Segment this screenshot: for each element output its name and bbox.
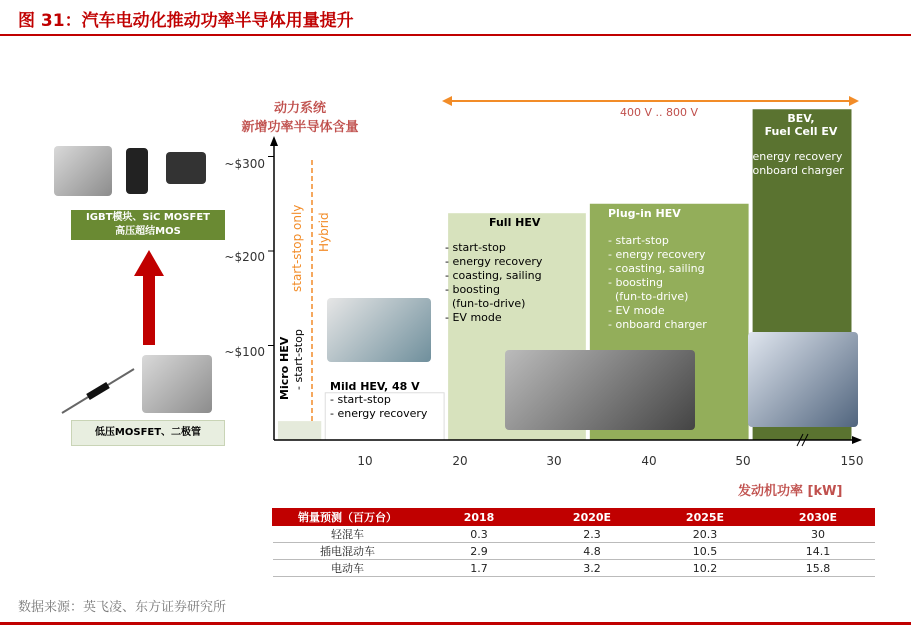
high-label-line2: 高压超结MOS (115, 226, 181, 237)
bev-title-line2: Fuel Cell EV (764, 125, 838, 138)
ylabel-line1: 动力系统 (273, 101, 326, 116)
mild-hev-bullet-1: - start-stop (330, 393, 391, 406)
table-header-cell: 2018 (423, 509, 536, 526)
full-hev-bullet-3: - coasting, sailing (445, 269, 542, 282)
xtick-label-30: 30 (546, 454, 562, 468)
table-cell: 4.8 (536, 543, 649, 560)
table-row (273, 526, 875, 543)
table-row (273, 543, 875, 560)
plugin-hev-bullet-1: - start-stop (608, 234, 669, 247)
table-cell: 30 (762, 526, 875, 543)
bev-car-image (748, 332, 858, 427)
full-hev-text (445, 216, 585, 325)
table-cell: 电动车 (273, 560, 423, 577)
plugin-hev-title: Plug-in HEV (608, 207, 681, 220)
voltage-range-arrow (442, 96, 859, 106)
table-cell: 10.2 (649, 560, 762, 577)
high-label-line1: IGBT模块、SiC MOSFET (86, 212, 210, 223)
table-header-cell: 2020E (536, 509, 649, 526)
micro-hev-sub-label: - start-stop (292, 329, 305, 390)
xtick-label-150: 150 (840, 454, 864, 468)
voltage-range-label: 400 V .. 800 V (620, 106, 699, 119)
micro-hev-label: Micro HEV (278, 336, 291, 400)
table-cell: 0.3 (423, 526, 536, 543)
table-header-cell: 2025E (649, 509, 762, 526)
xtick-label-40: 40 (641, 454, 657, 468)
plugin-hev-bullet-3: - coasting, sailing (608, 262, 705, 275)
bev-bullet-2: - onboard charger (745, 164, 844, 177)
xtick-label-50: 50 (735, 454, 751, 468)
mild-hev-car-image (327, 298, 431, 362)
plugin-hev-bullet-5: (fun-to-drive) (608, 290, 689, 303)
table-cell: 10.5 (649, 543, 762, 560)
xtick-label-10: 10 (357, 454, 373, 468)
table-cell: 2.9 (423, 543, 536, 560)
table-header-cell: 销量预测（百万台） (273, 509, 423, 526)
ytick-label-200: ~$200 (224, 250, 265, 264)
ylabel-line2: 新增功率半导体含量 (241, 120, 359, 135)
source-note: 数据来源：英飞凌、东方证券研究所 (18, 600, 227, 615)
table-cell: 轻混车 (273, 526, 423, 543)
mild-hev-text (330, 380, 430, 421)
table-row (273, 560, 875, 577)
figure-title: 图 31：汽车电动化推动功率半导体用量提升 (18, 11, 354, 31)
table-cell: 14.1 (762, 543, 875, 560)
table-header-cell: 2030E (762, 509, 875, 526)
plugin-hev-bullet-2: - energy recovery (608, 248, 706, 261)
full-hev-title: Full HEV (489, 216, 541, 229)
start-stop-only-label: start-stop only (290, 204, 304, 292)
bev-title-line1: BEV, (787, 112, 815, 125)
x-axis-arrowhead (852, 436, 862, 444)
xtick-label-20: 20 (452, 454, 468, 468)
hybrid-label: Hybrid (317, 212, 331, 252)
table-cell: 15.8 (762, 560, 875, 577)
mild-hev-title: Mild HEV, 48 V (330, 380, 420, 393)
plugin-hev-text (608, 207, 748, 332)
full-hev-bullet-4: - boosting (445, 283, 500, 296)
table-cell: 插电混动车 (273, 543, 423, 560)
table-cell: 3.2 (536, 560, 649, 577)
ytick-label-300: ~$300 (224, 157, 265, 171)
hev-chassis-image (505, 350, 695, 430)
plugin-hev-bullet-4: - boosting (608, 276, 663, 289)
full-hev-bullet-1: - start-stop (445, 241, 506, 254)
plugin-hev-bullet-7: - onboard charger (608, 318, 707, 331)
segment-bar-1 (278, 421, 321, 440)
chart-xlabel: 发动机功率 [kW] (738, 484, 843, 499)
full-hev-bullet-2: - energy recovery (445, 255, 543, 268)
y-axis-arrowhead (270, 136, 278, 146)
ytick-label-100: ~$100 (224, 345, 265, 359)
table-header-row (273, 509, 875, 526)
full-hev-bullet-5: (fun-to-drive) (445, 297, 526, 310)
plugin-hev-bullet-6: - EV mode (608, 304, 665, 317)
table-cell: 1.7 (423, 560, 536, 577)
low-voltage-device-label: 低压MOSFET、二极管 (71, 420, 225, 446)
bev-bullet-1: - energy recovery (745, 150, 843, 163)
table-cell: 20.3 (649, 526, 762, 543)
table-cell: 2.3 (536, 526, 649, 543)
full-hev-bullet-6: - EV mode (445, 311, 502, 324)
mild-hev-bullet-2: - energy recovery (330, 407, 428, 420)
bev-text (745, 112, 857, 178)
footer-rule (0, 622, 911, 625)
sales-forecast-table (272, 508, 875, 577)
